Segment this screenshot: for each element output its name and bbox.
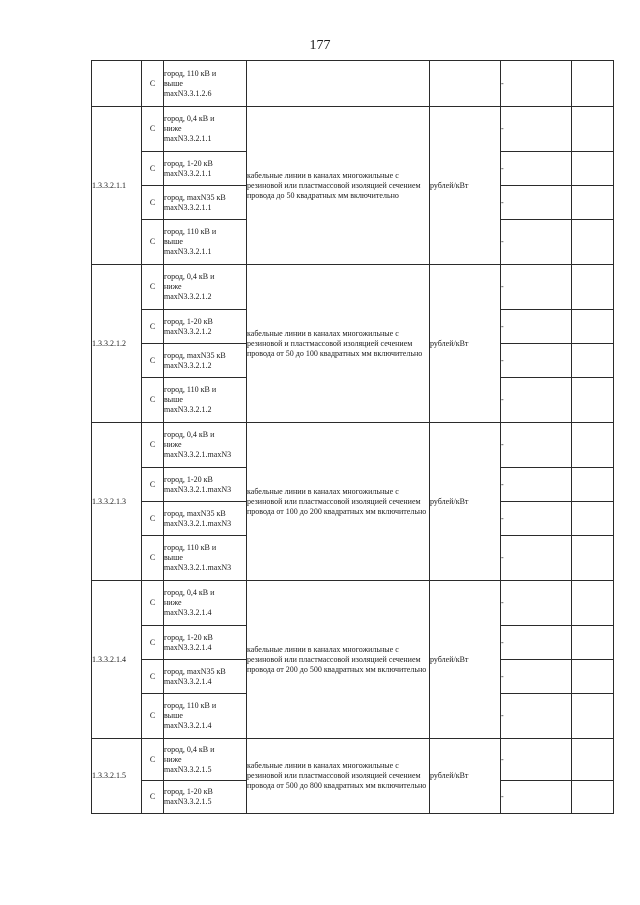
row-extra — [572, 186, 614, 220]
row-sub-label: С — [142, 265, 164, 310]
row-value: - — [501, 107, 572, 152]
row-value: - — [501, 378, 572, 423]
row-name: город, maxN35 кВ maxN3.3.2.1.1 — [164, 192, 226, 212]
table-row — [92, 265, 614, 310]
row-extra — [572, 581, 614, 626]
row-value: - — [501, 152, 572, 186]
row-name: город, 0,4 кВ и ниже maxN3.3.2.1.maxN3 — [164, 430, 232, 459]
row-name-cell — [164, 220, 247, 265]
group-code: 1.3.3.2.1.5 — [92, 739, 142, 814]
row-sub-label: С — [142, 694, 164, 739]
group-code: 1.3.3.2.1.2 — [92, 265, 142, 423]
tariff-table — [91, 60, 614, 814]
row-name-cell — [164, 310, 247, 344]
row-value: - — [501, 220, 572, 265]
row-sub-label: С — [142, 344, 164, 378]
row-name: город, 0,4 кВ и ниже maxN3.3.2.1.2 — [164, 272, 215, 301]
row-name: город, 1-20 кВ maxN3.3.2.1.4 — [164, 632, 213, 652]
row-sub-label: С — [142, 502, 164, 536]
group-code: 1.3.3.2.1.1 — [92, 107, 142, 265]
row-extra — [572, 423, 614, 468]
row-value: - — [501, 502, 572, 536]
row-name-cell — [164, 502, 247, 536]
row-name-cell — [164, 468, 247, 502]
group-unit: рублей/кВт — [430, 581, 501, 739]
table-row — [92, 423, 614, 468]
row-value: - — [501, 739, 572, 781]
row-extra — [572, 265, 614, 310]
row-name: город, maxN35 кВ maxN3.3.2.1.4 — [164, 666, 226, 686]
row-name: город, 0,4 кВ и ниже maxN3.3.2.1.5 — [164, 744, 215, 774]
group-code: 1.3.3.2.1.3 — [92, 423, 142, 581]
group-description: кабельные линии в каналах многожильные с резиновой или пластмассовой изоляцией сечением провода от 200 до 500 квадратных мм включительно — [247, 581, 430, 739]
row-extra — [572, 152, 614, 186]
row-extra — [572, 694, 614, 739]
table-body — [92, 61, 614, 814]
row-extra — [572, 781, 614, 814]
row-name-cell — [164, 739, 247, 781]
row-extra — [572, 378, 614, 423]
page-number: 177 — [309, 38, 331, 53]
row-value: - — [501, 581, 572, 626]
row-name-cell — [164, 61, 247, 107]
row-sub-label: С — [142, 107, 164, 152]
row-name-cell — [164, 107, 247, 152]
row-extra — [572, 660, 614, 694]
row-name: город, 110 кВ и выше maxN3.3.2.1.maxN3 — [164, 543, 232, 572]
row-extra — [572, 220, 614, 265]
row-name: город, 110 кВ и выше maxN3.3.2.1.2 — [164, 385, 217, 414]
row-name: город, 0,4 кВ и ниже maxN3.3.2.1.4 — [164, 588, 215, 617]
row-name-cell — [164, 581, 247, 626]
row-value: - — [501, 660, 572, 694]
row-sub-label: С — [142, 423, 164, 468]
row-value: - — [501, 781, 572, 814]
row-extra — [572, 502, 614, 536]
row-name-cell — [164, 536, 247, 581]
row-name-cell — [164, 265, 247, 310]
row-value: - — [501, 310, 572, 344]
row-sub-label: С — [142, 536, 164, 581]
row-sub-label: С — [142, 626, 164, 660]
row-name-cell — [164, 152, 247, 186]
row-value: - — [501, 61, 572, 107]
row-extra — [572, 61, 614, 107]
group-description: кабельные линии в каналах многожильные с резиновой и пластмассовой изоляцией сечением провода от 50 до 100 квадратных мм включительно — [247, 265, 430, 423]
row-unit — [430, 61, 501, 107]
row-extra — [572, 344, 614, 378]
row-sub-label: С — [142, 581, 164, 626]
row-sub-label: С — [142, 660, 164, 694]
group-description: кабельные линии в каналах многожильные с резиновой или пластмассовой изоляцией сечением провода от 500 до 800 квадратных мм включительно — [247, 739, 430, 814]
row-name: город, 110 кВ и выше maxN3.3.2.1.4 — [164, 701, 217, 730]
row-sub-label: С — [142, 186, 164, 220]
row-sub-label: С — [142, 61, 164, 107]
table-row — [92, 581, 614, 626]
group-code: 1.3.3.2.1.4 — [92, 581, 142, 739]
row-name-cell — [164, 344, 247, 378]
row-extra — [572, 739, 614, 781]
row-value: - — [501, 265, 572, 310]
row-name: город, 1-20 кВ maxN3.3.2.1.2 — [164, 316, 213, 336]
row-name: город, 110 кВ и выше maxN3.3.2.1.1 — [164, 227, 217, 256]
row-name: город, maxN35 кВ maxN3.3.2.1.maxN3 — [164, 508, 232, 528]
row-name-cell — [164, 626, 247, 660]
group-description: кабельные линии в каналах многожильные с резиновой или пластмассовой изоляцией сечением провода до 50 квадратных мм включительно — [247, 107, 430, 265]
group-unit: рублей/кВт — [430, 265, 501, 423]
row-name: город, 1-20 кВ maxN3.3.2.1.1 — [164, 158, 213, 178]
row-value: - — [501, 694, 572, 739]
row-sub-label: С — [142, 152, 164, 186]
row-name-cell — [164, 694, 247, 739]
row-sub-label: С — [142, 378, 164, 423]
table-row — [92, 739, 614, 781]
row-extra — [572, 468, 614, 502]
table-row — [92, 107, 614, 152]
row-sub-label: С — [142, 220, 164, 265]
row-sub-label: С — [142, 781, 164, 814]
row-value: - — [501, 626, 572, 660]
row-extra — [572, 626, 614, 660]
row-extra — [572, 310, 614, 344]
row-name: город, 0,4 кВ и ниже maxN3.3.2.1.1 — [164, 114, 215, 143]
row-sub-label: С — [142, 739, 164, 781]
row-description — [247, 61, 430, 107]
row-extra — [572, 536, 614, 581]
row-value: - — [501, 468, 572, 502]
group-description: кабельные линии в каналах многожильные с резиновой или пластмассовой изоляцией сечением провода от 100 до 200 квадратных мм включительно — [247, 423, 430, 581]
row-name-cell — [164, 378, 247, 423]
group-unit: рублей/кВт — [430, 739, 501, 814]
row-value: - — [501, 186, 572, 220]
row-value: - — [501, 536, 572, 581]
row-name: город, 1-20 кВ maxN3.3.2.1.5 — [164, 787, 213, 806]
group-unit: рублей/кВт — [430, 423, 501, 581]
row-sub-label: С — [142, 310, 164, 344]
row-name: город, 110 кВ и выше maxN3.3.1.2.6 — [164, 68, 217, 98]
row-value: - — [501, 423, 572, 468]
row-name: город, maxN35 кВ maxN3.3.2.1.2 — [164, 350, 226, 370]
row-value: - — [501, 344, 572, 378]
row-name-cell — [164, 781, 247, 814]
row-extra — [572, 107, 614, 152]
row-name: город, 1-20 кВ maxN3.3.2.1.maxN3 — [164, 474, 232, 494]
table-row — [92, 61, 614, 107]
row-name-cell — [164, 423, 247, 468]
row-name-cell — [164, 186, 247, 220]
group-unit: рублей/кВт — [430, 107, 501, 265]
row-code — [92, 61, 142, 107]
row-name-cell — [164, 660, 247, 694]
row-sub-label: С — [142, 468, 164, 502]
